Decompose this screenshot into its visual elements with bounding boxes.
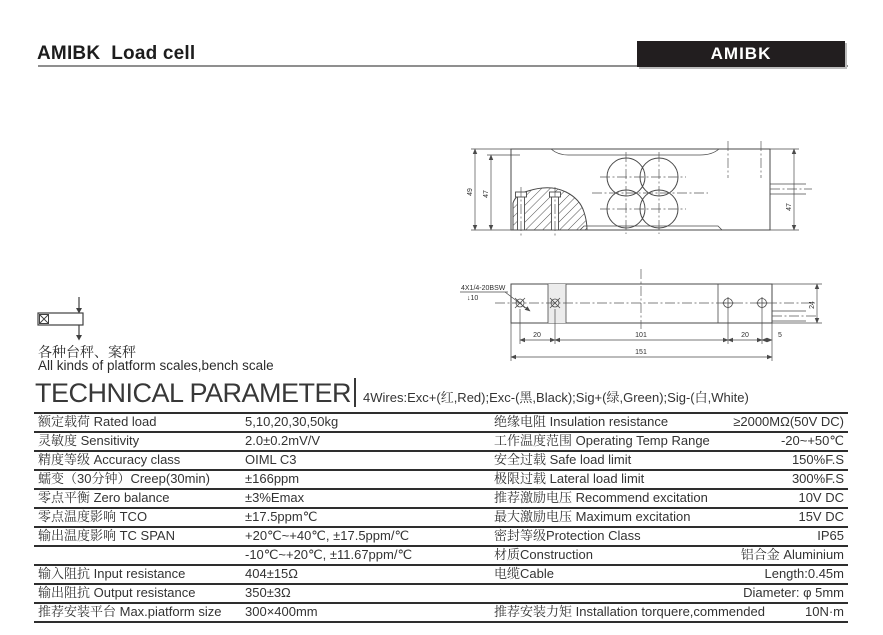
spec-label: 零点温度影响 TCO [38,509,148,524]
spec-value: 150%F.S [791,452,844,467]
spec-value: ≥2000MΩ(50V DC) [733,414,844,429]
mounting-holes [722,297,768,309]
cable-exit-side [770,184,812,194]
top-view-drawing [460,269,822,361]
spec-value: -10℃~+20℃, ±11.67ppm/℃ [245,547,413,562]
spec-label: 绝缘电阻 Insulation resistance [494,414,669,429]
table-row [34,509,848,528]
spec-value: 350±3Ω [245,585,291,600]
spec-label: 蠕变（30分钟）Creep(30min) [38,471,210,486]
spec-value: 5,10,20,30,50kg [245,414,339,429]
spec-label: 输入阻抗 Input resistance [38,566,186,581]
side-view-drawing [467,141,812,236]
spec-label: 输出阻抗 Output resistance [38,585,196,600]
spec-value: 404±15Ω [245,566,299,581]
top-view-width-dimension [772,284,822,323]
spec-table [34,412,848,623]
dim-label: 20 [741,332,749,339]
spec-label: 推荐安装平台 Max.piatform size [38,604,222,619]
wiring-note: 4Wires:Exc+(红,Red);Exc-(黑,Black);Sig+(绿,Green);Sig-(白,White) [363,390,749,405]
table-row [34,490,848,509]
dim-label: 151 [635,349,647,356]
dim-label: 101 [635,332,647,339]
table-row [34,414,848,433]
spec-label: 材质Construction [494,547,593,562]
dim-label: 49 [467,188,474,196]
spec-label: 密封等级Protection Class [494,528,641,543]
spec-value: 300×400mm [245,604,318,619]
spec-value: 铝合金 Aluminium [740,547,844,562]
spec-label: 最大激励电压 Maximum excitation [494,509,691,524]
spec-label: 零点平衡 Zero balance [38,490,170,505]
section-title: TECHNICAL PARAMETER [35,378,352,408]
spec-label: 输出温度影响 TC SPAN [38,528,175,543]
dim-label: 47 [483,190,490,198]
spec-value: 300%F.S [791,471,844,486]
section-title-bar [354,378,356,407]
thread-label: 4X1/4-20BSW [461,285,506,292]
top-view-total-dimension [511,323,772,361]
dim-label: 20 [533,332,541,339]
spec-value: OIML C3 [245,452,297,467]
spec-value: Length:0.45m [764,566,844,581]
spec-label: 工作温度范围 Operating Temp Range [494,433,710,448]
spec-label: 精度等级 Accuracy class [38,452,181,467]
spec-value: -20~+50℃ [780,433,844,448]
table-row [34,433,848,452]
table-row [34,585,848,604]
thread-depth-label: ↓10 [467,295,479,302]
spec-label [34,547,245,564]
dim-label: 24 [809,301,816,309]
spec-value: Diameter: φ 5mm [743,585,844,600]
spec-label: 电缆Cable [494,566,554,581]
model-badge: AMIBK [637,41,845,67]
spec-label: 额定载荷 Rated load [38,414,157,429]
spec-label: 极限过载 Lateral load limit [494,471,645,486]
spec-value: ±17.5ppm℃ [245,509,318,524]
table-row [34,528,848,547]
table-row [34,566,848,585]
load-direction-icon [28,292,218,344]
spec-label [490,585,715,602]
load-cell-drawings [440,118,883,370]
spec-value: ±166ppm [245,471,300,486]
application-caption-zh: 各种台秤、案秤 [38,344,136,360]
spec-value: 15V DC [798,509,844,524]
table-row [34,604,848,623]
cable-exit-top [772,311,816,321]
spec-value: +20℃~+40℃, ±17.5ppm/℃ [245,528,410,543]
spec-value: ±3%Emax [245,490,305,505]
spec-value: 10V DC [798,490,844,505]
spec-value: IP65 [817,528,844,543]
table-row [34,547,848,566]
dim-label: 5 [778,332,782,339]
page-title: AMIBK Load cell [37,43,196,64]
dim-label: 47 [786,203,793,211]
table-row [34,452,848,471]
down-arrow-icon [76,297,82,341]
spec-label: 灵敏度 Sensitivity [38,433,140,448]
technical-parameter-section-header [35,378,749,407]
spec-value: 10N·m [804,604,844,619]
spec-label: 推荐安装力矩 Installation torquere,commended [494,604,765,619]
spec-value: 2.0±0.2mV/V [245,433,321,448]
table-row [34,471,848,490]
application-caption-en: All kinds of platform scales,bench scale [38,358,274,373]
spec-label: 推荐激励电压 Recommend excitation [494,490,708,505]
spec-label: 安全过载 Safe load limit [494,452,632,467]
